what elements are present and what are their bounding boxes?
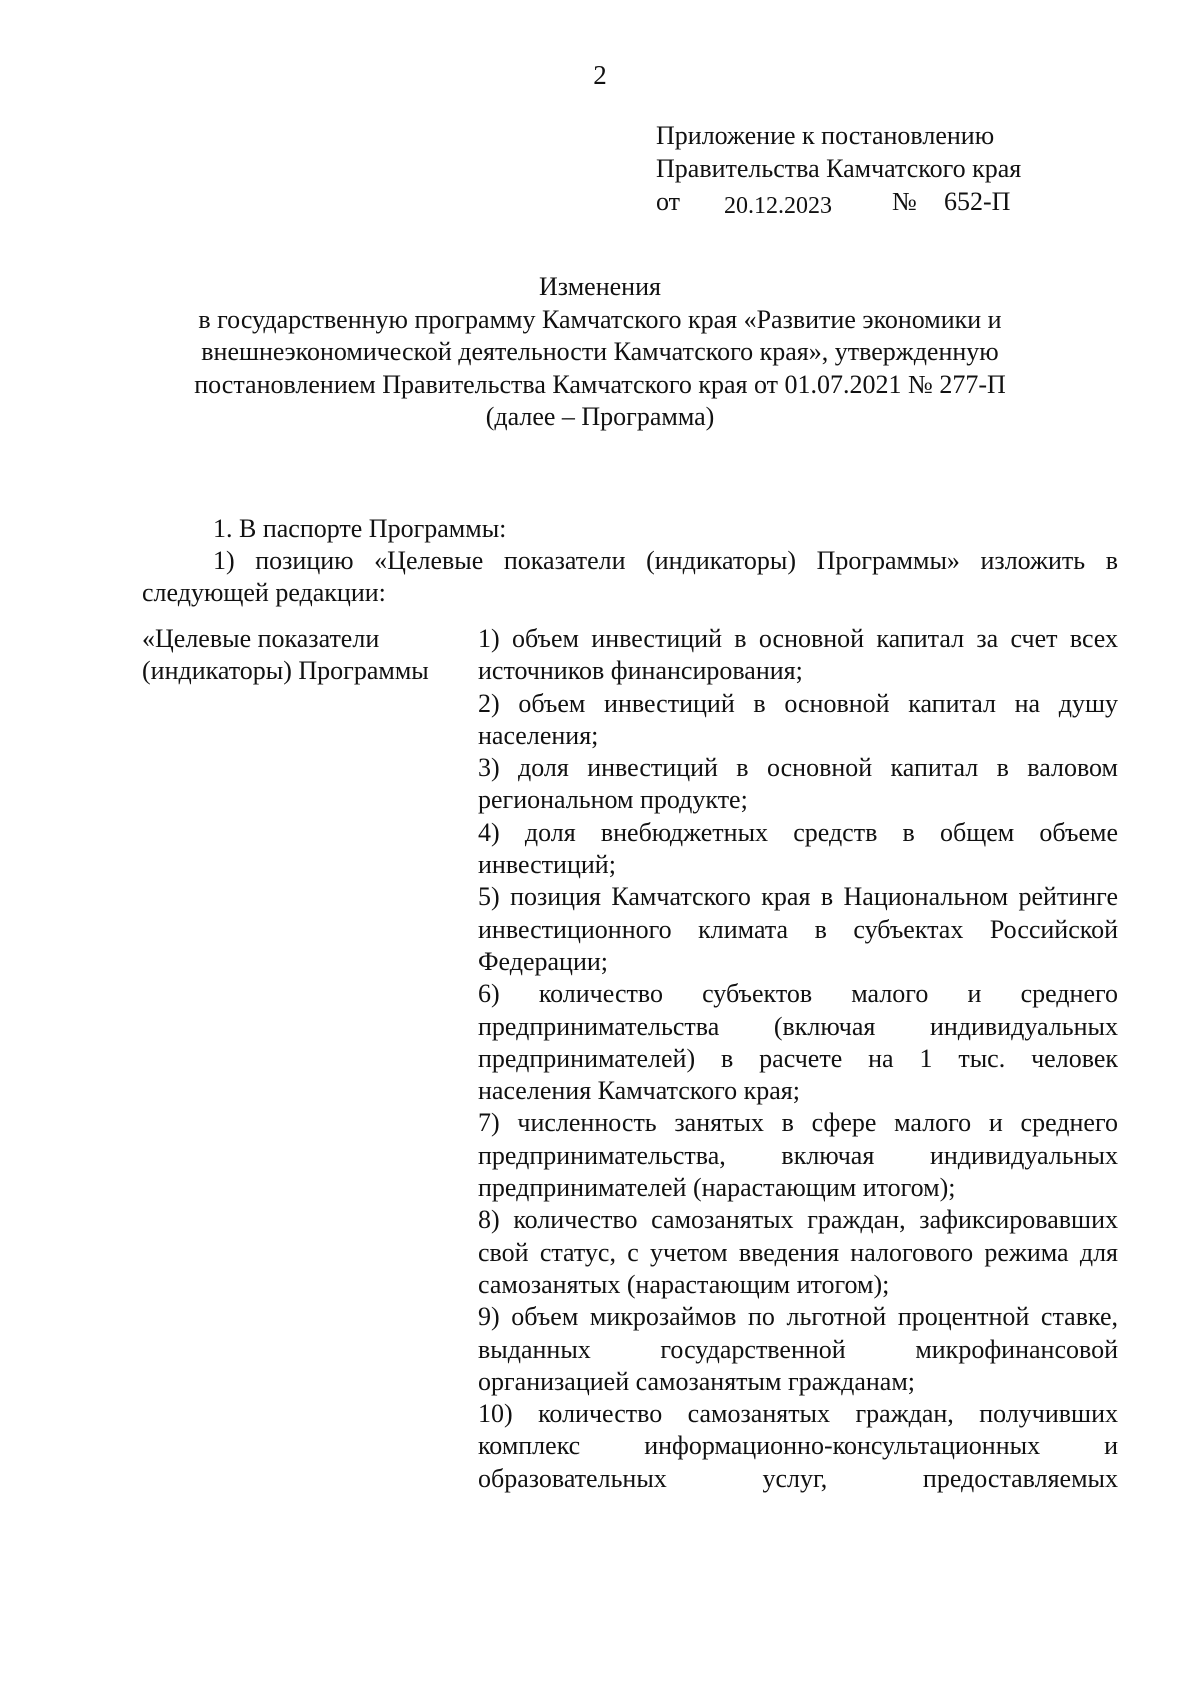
page-number: 2 xyxy=(593,60,607,90)
title-line-3: внешнеэкономической деятельности Камчатского края», утвержденную xyxy=(201,337,999,366)
title-line-2: в государственную программу Камчатского края «Развитие экономики и xyxy=(198,304,1002,334)
indicator-item-4: 4) доля внебюджетных средств в общем объеме инвестиций; xyxy=(478,817,1118,880)
appendix-date: 20.12.2023 xyxy=(724,193,832,219)
indicator-item-7: 7) численность занятых в сфере малого и среднего предпринимательства, включая индивидуальных предпринимателей (нарастающим итогом); xyxy=(478,1108,1118,1203)
indicator-item-10: 10) количество самозанятых граждан, получивших комплекс информационно-консультационных и образовательных услуг, предоставляемых xyxy=(478,1399,1118,1493)
paragraph-2: 1) позицию «Целевые показатели (индикаторы) Программы» изложить в следующей редакции: xyxy=(142,546,1118,607)
paragraph-1: 1. В паспорте Программы: xyxy=(213,514,507,543)
indicator-item-2: 2) объем инвестиций в основной капитал на душу населения; xyxy=(478,688,1118,750)
appendix-number: 652-П xyxy=(944,187,1011,216)
title-line-1: Изменения xyxy=(539,272,661,301)
indicator-item-5: 5) позиция Камчатского края в Национальном рейтинге инвестиционного климата в субъектах Российской Федерации; xyxy=(478,882,1118,976)
indicators-list xyxy=(478,623,1118,1495)
indicator-item-6: 6) количество субъектов малого и среднего предпринимательства (включая индивидуальных предпринимателей) в расчете на 1 тыс. человек населения Камчатского края; xyxy=(478,979,1118,1106)
indicators-label xyxy=(142,623,462,688)
appendix-header xyxy=(656,119,1021,221)
appendix-line-2: Правительства Камчатского края xyxy=(656,154,1022,183)
indicators-label-line-2: (индикаторы) Программы xyxy=(142,656,429,686)
title-line-4: постановлением Правительства Камчатского края от 01.07.2021 № 277-П xyxy=(194,369,1006,399)
indicator-item-1: 1) объем инвестиций в основной капитал за счет всех источников финансирования; xyxy=(478,624,1118,686)
indicator-item-3: 3) доля инвестиций в основной капитал в валовом региональном продукте; xyxy=(478,753,1118,815)
document-title xyxy=(150,271,1050,434)
appendix-from-label: от xyxy=(656,187,681,216)
title-line-5: (далее – Программа) xyxy=(485,402,715,431)
indicator-item-8: 8) количество самозанятых граждан, зафиксировавших свой статус, с учетом введения налогового режима для самозанятых (нарастающим итогом); xyxy=(478,1205,1118,1299)
indicators-label-line-1: «Целевые показатели xyxy=(142,624,380,653)
appendix-number-sign: № xyxy=(892,187,917,216)
appendix-date-row xyxy=(656,185,1021,221)
appendix-line-1: Приложение к постановлению xyxy=(656,121,995,150)
indicator-item-9: 9) объем микрозаймов по льготной процентной ставке, выданных государственной микрофинансовой организацией самозанятым гражданам; xyxy=(478,1302,1118,1396)
